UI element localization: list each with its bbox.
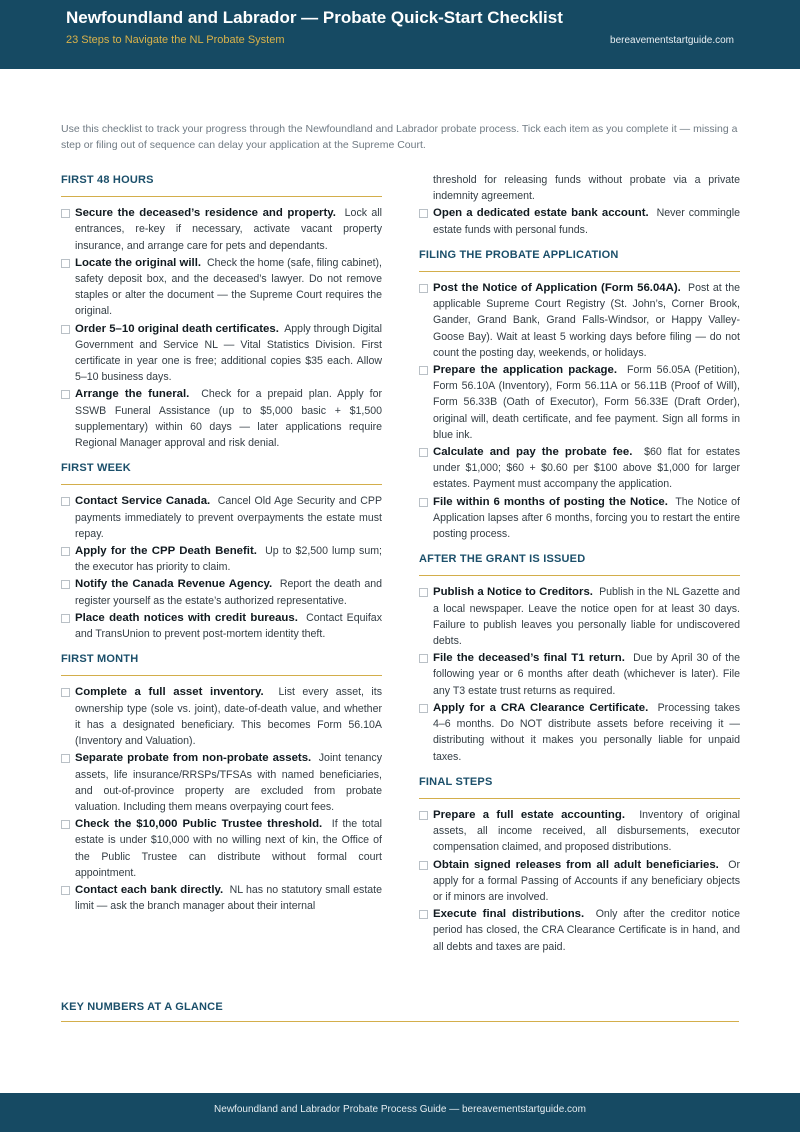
item-title: Open a dedicated estate bank account. [433,207,649,220]
item-description: Report the death and register yourself as the estate’s authorized representative. [75,578,382,607]
checkbox[interactable] [419,284,428,293]
item-description: Check for a prepaid plan. Apply for SSWB Funeral Assistance (up to $5,000 basic + $1,500 supplementary) within 60 days — later applications require Regional Manager approval and risk denial. [75,388,382,450]
page-header [0,0,800,69]
section-title: FIRST 48 HOURS [61,172,382,197]
item-description: Up to $2,500 lump sum; the executor has priority to claim. [75,545,382,574]
checklist-item [61,321,382,386]
item-title: Apply for a CRA Clearance Certificate. [433,701,649,714]
item-description: Cancel Old Age Security and CPP payments immediately to prevent overpayments the estate must repay. [75,495,383,540]
checkbox[interactable] [61,688,70,697]
section-first-month [61,651,382,914]
checkbox[interactable] [419,448,428,457]
checklist-item [419,857,740,906]
item-title: Contact Service Canada. [75,495,211,508]
item-description: Or apply for a formal Passing of Accounts if any beneficiary objects or if minors are involved. [433,858,740,903]
item-title: Contact each bank directly. [75,883,224,896]
checklist-item [61,493,382,542]
section-title: KEY NUMBERS AT A GLANCE [61,1001,739,1022]
item-title: Arrange the funeral. [75,388,190,401]
item-title: File within 6 months of posting the Notice. [433,495,668,508]
checklist-item [61,576,382,608]
item-description: The Notice of Application lapses after 6 months, forcing you to restart the entire posting process. [433,495,740,541]
section-title: FILING THE PROBATE APPLICATION [419,247,740,272]
checkbox[interactable] [61,580,70,589]
checklist-item [419,205,740,237]
item-title: Publish a Notice to Creditors. [433,586,593,599]
item-description: Processing takes 4–6 months. Do NOT distribute assets before receiving it — distributing without it makes you personally liable for unpaid taxes. [433,701,740,763]
item-title: Check the $10,000 Public Trustee threshold. [75,818,323,831]
checkbox[interactable] [419,811,428,820]
item-title: Separate probate from non-probate assets. [75,752,312,765]
checkbox[interactable] [61,390,70,399]
item-title: Obtain signed releases from all adult beneficiaries. [433,858,719,871]
right-column [419,172,740,964]
item-title: Locate the original will. [75,256,202,269]
item-description: Form 56.05A (Petition), Form 56.10A (Inventory), Form 56.11A or 56.11B (Proof of Will), Form 56.33B (Oath of Executor), Form 56.33E (Draft Order), original will, death certificate, and fee payment. Sign all forms in blue ink. [433,364,740,441]
checkbox[interactable] [61,754,70,763]
checklist-item [61,386,382,451]
item-description: Apply through Digital Government and Service NL — Vital Statistics Division. First certificate in year one is free; additional copies $35 each. Allow 5–10 business days. [75,322,382,384]
checklist-item [61,543,382,575]
item-title: Complete a full asset inventory. [75,686,264,699]
checkbox[interactable] [419,861,428,870]
item-title: Order 5–10 original death certificates. [75,322,279,335]
item-description: List every asset, its ownership type (sole vs. joint), date-of-death value, and whether it has a designated beneficiary. This becomes Form 56.10A (Inventory and Valuation). [75,686,383,748]
item-description: Joint tenancy assets, life insurance/RRSPs/TFSAs with named beneficiaries, and out-of-province property are excluded from probate valuation. Including them means overpaying court fees. [75,752,382,813]
checkbox[interactable] [61,886,70,895]
intro-text: Use this checklist to track your progress through the Newfoundland and Labrador probate process. Tick each item as you complete it — missing a step or filing out of sequence can delay your application at the Supreme Court. [61,123,738,151]
item-title: Prepare a full estate accounting. [433,808,625,821]
checklist-item [419,280,740,361]
page-title: Newfoundland and Labrador — Probate Quick-Start Checklist [66,8,563,27]
section-title: FIRST WEEK [61,460,382,485]
page-subtitle: 23 Steps to Navigate the NL Probate System [66,34,285,46]
checkbox[interactable] [61,325,70,334]
item-description: Never commingle estate funds with personal funds. [433,207,740,236]
checkbox[interactable] [419,910,428,919]
checkbox[interactable] [419,498,428,507]
checklist-item [419,362,740,443]
checkbox[interactable] [419,588,428,597]
item-title: Prepare the application package. [433,364,618,377]
checkbox[interactable] [61,497,70,506]
item-title: File the deceased’s final T1 return. [433,652,625,665]
item-description-continued: threshold for releasing funds without probate via a private indemnity agreement. [433,174,740,203]
item-title: Apply for the CPP Death Benefit. [75,545,257,558]
section-filing-application [419,247,740,542]
item-description: Check the home (safe, filing cabinet), safety deposit box, and the deceased’s lawyer. Do not remove staples or alter the document — the Supreme Court requires the original. [75,256,383,318]
checklist-item [61,816,382,881]
section-final-steps [419,774,740,955]
section-after-grant [419,551,740,764]
item-description: $60 flat for estates under $1,000; $60 + $0.60 per $100 above $1,000 for larger estates. Payment must accompany the application. [433,446,740,491]
left-column [61,172,382,923]
item-description: NL has no statutory small estate limit — ask the branch manager about their internal [75,883,383,913]
checkbox[interactable] [419,366,428,375]
item-description: Only after the creditor notice period has closed, the CRA Clearance Certificate is in hand, and all debts and taxes are paid. [433,908,740,953]
item-title: Calculate and pay the probate fee. [433,446,633,459]
section-first-48-hours [61,172,382,451]
footer-text: Newfoundland and Labrador Probate Process Guide — bereavementstartguide.com [214,1104,586,1115]
item-title: Place death notices with credit bureaus. [75,611,298,624]
checklist-item [419,584,740,649]
checklist-item [419,700,740,765]
item-description: If the total estate is under $10,000 with no willing next of kin, the Office of the Public Trustee can distribute without formal court appointment. [75,818,382,879]
item-description: Lock all entrances, re-key if necessary, activate vacant property insurance, and arrange care for pets and dependants. [75,207,382,252]
section-title: AFTER THE GRANT IS ISSUED [419,551,740,576]
section-first-month-continued [419,172,740,238]
checklist-item [61,684,382,749]
checkbox[interactable] [61,614,70,623]
checkbox[interactable] [419,654,428,663]
checkbox[interactable] [419,704,428,713]
item-title: Execute final distributions. [433,908,585,921]
page-footer [0,1093,800,1132]
section-title: FIRST MONTH [61,651,382,676]
checkbox[interactable] [61,820,70,829]
checklist-item [61,750,382,815]
checkbox[interactable] [61,259,70,268]
item-title: Secure the deceased’s residence and property. [75,207,336,220]
item-description: Contact Equifax and TransUnion to prevent post-mortem identity theft. [75,611,382,641]
checkbox[interactable] [61,209,70,218]
checklist-item [61,255,382,320]
item-title: Notify the Canada Revenue Agency. [75,578,273,591]
section-first-week [61,460,382,642]
checkbox[interactable] [419,209,428,218]
section-key-numbers [61,1001,739,1022]
item-description: Inventory of original assets, all income received, all disbursements, executor compensation claimed, and proposed distributions. [433,808,740,854]
section-title: FINAL STEPS [419,774,740,799]
checklist-item [61,882,382,914]
checklist-item [419,650,740,699]
item-description: Post at the applicable Supreme Court Registry (St. John’s, Corner Brook, Gander, Grand Bank, Grand Falls-Windsor, or Happy Valley-Goose Bay). Wait at least 5 working days before filing — do not count the posting day, weekends, or holidays. [433,282,740,359]
checklist-item [419,444,740,493]
checklist-item [61,610,382,642]
item-description: Due by April 30 of the following year or 6 months after death (whichever is later). File any T3 estate trust returns as required. [433,652,740,697]
checklist-item [61,205,382,254]
item-title: Post the Notice of Application (Form 56.04A). [433,282,681,295]
checklist-item [419,906,740,955]
site-link[interactable]: bereavementstartguide.com [610,35,734,46]
checklist-item [419,494,740,543]
checklist-item [419,807,740,856]
checkbox[interactable] [61,547,70,556]
item-description: Publish in the NL Gazette and a local newspaper. Leave the notice open for at least 30 days. Failure to publish leaves you personally liable for undiscovered debts. [433,586,741,648]
